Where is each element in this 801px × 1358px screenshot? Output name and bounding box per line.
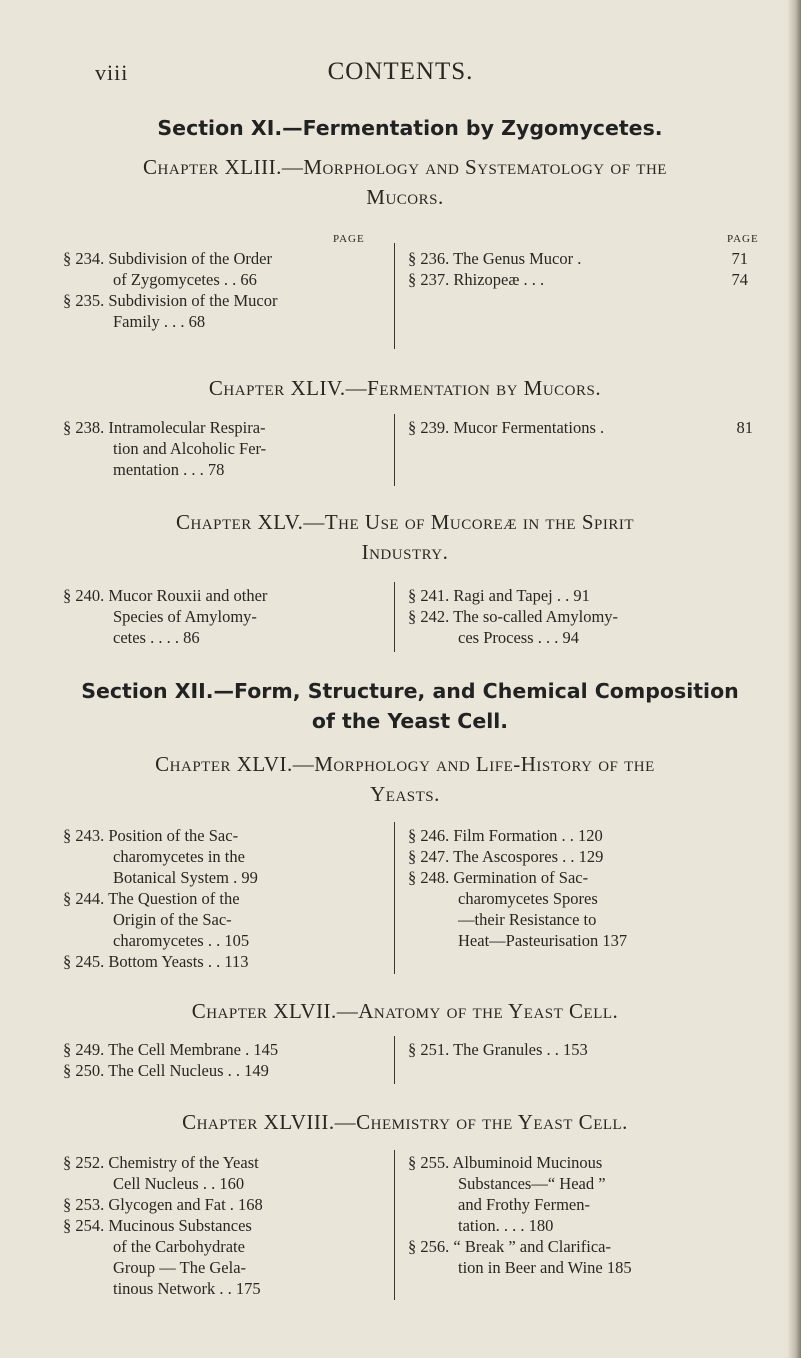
page-edge-shadow — [787, 0, 801, 1358]
toc-entry-255[interactable]: § 255. Albuminoid Mucinous — [408, 1153, 603, 1172]
chapter-xlviii-heading: Chapter XLVIII.—Chemistry of the Yeast Cell. — [182, 1110, 628, 1134]
chapter-xliii-heading: Chapter XLIII.—Morphology and Systematology of the — [143, 155, 667, 179]
toc-entry-248-cont2: —their Resistance to — [458, 910, 597, 929]
ch46-left-column — [63, 825, 383, 972]
toc-entry-252-cont: Cell Nucleus . . 160 — [113, 1174, 245, 1193]
toc-entry-240-cont2: cetes . . . . 86 — [113, 628, 200, 647]
toc-entry-235-cont: Family . . . 68 — [113, 312, 206, 331]
toc-entry-256-cont: tion in Beer and Wine 185 — [458, 1258, 632, 1277]
toc-entry-255-cont: Substances—“ Head ” — [458, 1174, 606, 1193]
toc-entry-234-cont: of Zygomycetes . . 66 — [113, 270, 257, 289]
toc-entry-238-cont: tion and Alcoholic Fer- — [113, 439, 267, 458]
chapter-xliii-heading-cont: Mucors. — [366, 185, 444, 209]
chapter-xlvi-heading-cont: Yeasts. — [370, 782, 440, 806]
ch43-left-column — [63, 248, 383, 332]
toc-entry-243-cont2: Botanical System . 99 — [113, 868, 258, 887]
toc-entry-250[interactable]: § 250. The Cell Nucleus . . 149 — [63, 1061, 269, 1080]
ch47-left-column — [63, 1039, 383, 1081]
toc-entry-242[interactable]: § 242. The so-called Amylomy- — [408, 607, 619, 626]
toc-entry-238-cont2: mentation . . . 78 — [113, 460, 225, 479]
toc-entry-238[interactable]: § 238. Intramolecular Respira- — [63, 418, 266, 437]
chapter-xlv-heading: Chapter XLV.—The Use of Mucoreæ in the Spirit — [175, 510, 635, 534]
toc-entry-248[interactable]: § 248. Germination of Sac- — [408, 868, 589, 887]
toc-entry-234[interactable]: § 234. Subdivision of the Order — [63, 249, 272, 268]
ch44-right-column — [408, 417, 753, 438]
toc-entry-254[interactable]: § 254. Mucinous Substances — [63, 1216, 252, 1235]
section-xii-title-cont: of the Yeast Cell. — [311, 709, 509, 733]
ch44-left-column — [63, 417, 383, 480]
section-xii-title: Section XII.—Form, Structure, and Chemical Composition — [81, 679, 739, 703]
chapter-xliv-heading: Chapter XLIV.—Fermentation by Mucors. — [208, 376, 602, 400]
page-column-label-right: PAGE — [727, 233, 759, 245]
ch48-right-column — [408, 1152, 753, 1278]
column-divider — [394, 1036, 395, 1084]
ch43-right-column — [408, 248, 748, 290]
page-column-label-left: PAGE — [333, 233, 365, 245]
toc-entry-246[interactable]: § 246. Film Formation . . 120 — [408, 826, 603, 845]
ch48-left-column — [63, 1152, 383, 1299]
toc-entry-256[interactable]: § 256. “ Break ” and Clarifica- — [408, 1237, 611, 1256]
toc-entry-244[interactable]: § 244. The Question of the — [63, 889, 240, 908]
toc-entry-247[interactable]: § 247. The Ascospores . . 129 — [408, 847, 604, 866]
toc-entry-241[interactable]: § 241. Ragi and Tapej . . 91 — [408, 586, 590, 605]
toc-entry-248-cont: charomycetes Spores — [458, 889, 598, 908]
column-divider — [394, 1150, 395, 1300]
column-divider — [394, 243, 395, 349]
chapter-xlvi-heading: Chapter XLVI.—Morphology and Life-History of the — [155, 752, 655, 776]
toc-entry-254-cont: of the Carbohydrate — [113, 1237, 245, 1256]
section-xi-title: Section XI.—Fermentation by Zygomycetes. — [157, 116, 663, 140]
column-divider — [394, 822, 395, 974]
toc-entry-244-cont2: charomycetes . . 105 — [113, 931, 250, 950]
page-title: CONTENTS. — [327, 58, 474, 85]
page-number: viii — [95, 60, 129, 85]
toc-entry-240[interactable]: § 240. Mucor Rouxii and other — [63, 586, 268, 605]
toc-entry-254-cont3: tinous Network . . 175 — [113, 1279, 261, 1298]
toc-entry-237[interactable]: § 237. Rhizopeæ . . . 74 — [408, 270, 748, 289]
ch45-left-column — [63, 585, 383, 648]
toc-entry-249[interactable]: § 249. The Cell Membrane . 145 — [63, 1040, 279, 1059]
toc-entry-248-cont3: Heat—Pasteurisation 137 — [458, 931, 628, 950]
toc-entry-235[interactable]: § 235. Subdivision of the Mucor — [63, 291, 278, 310]
toc-entry-243-cont: charomycetes in the — [113, 847, 245, 866]
chapter-xlvii-heading: Chapter XLVII.—Anatomy of the Yeast Cell. — [191, 999, 619, 1023]
toc-entry-242-cont: ces Process . . . 94 — [458, 628, 579, 647]
toc-entry-244-cont: Origin of the Sac- — [113, 910, 232, 929]
ch45-right-column — [408, 585, 753, 648]
toc-entry-251[interactable]: § 251. The Granules . . 153 — [408, 1040, 588, 1059]
toc-entry-252[interactable]: § 252. Chemistry of the Yeast — [63, 1153, 259, 1172]
column-divider — [394, 414, 395, 486]
toc-entry-236[interactable]: § 236. The Genus Mucor . 71 — [408, 249, 748, 268]
chapter-xlv-heading-cont: Industry. — [361, 540, 449, 564]
toc-entry-240-cont: Species of Amylomy- — [113, 607, 257, 626]
toc-entry-239[interactable]: § 239. Mucor Fermentations . 81 — [408, 418, 753, 437]
toc-entry-253[interactable]: § 253. Glycogen and Fat . 168 — [63, 1195, 263, 1214]
column-divider — [394, 582, 395, 652]
toc-entry-255-cont3: tation. . . . 180 — [458, 1216, 554, 1235]
toc-entry-243[interactable]: § 243. Position of the Sac- — [63, 826, 239, 845]
toc-entry-254-cont2: Group — The Gela- — [113, 1258, 247, 1277]
ch46-right-column — [408, 825, 753, 951]
toc-entry-245[interactable]: § 245. Bottom Yeasts . . 113 — [63, 952, 249, 971]
toc-entry-255-cont2: and Frothy Fermen- — [458, 1195, 590, 1214]
ch47-right-column — [408, 1039, 753, 1060]
